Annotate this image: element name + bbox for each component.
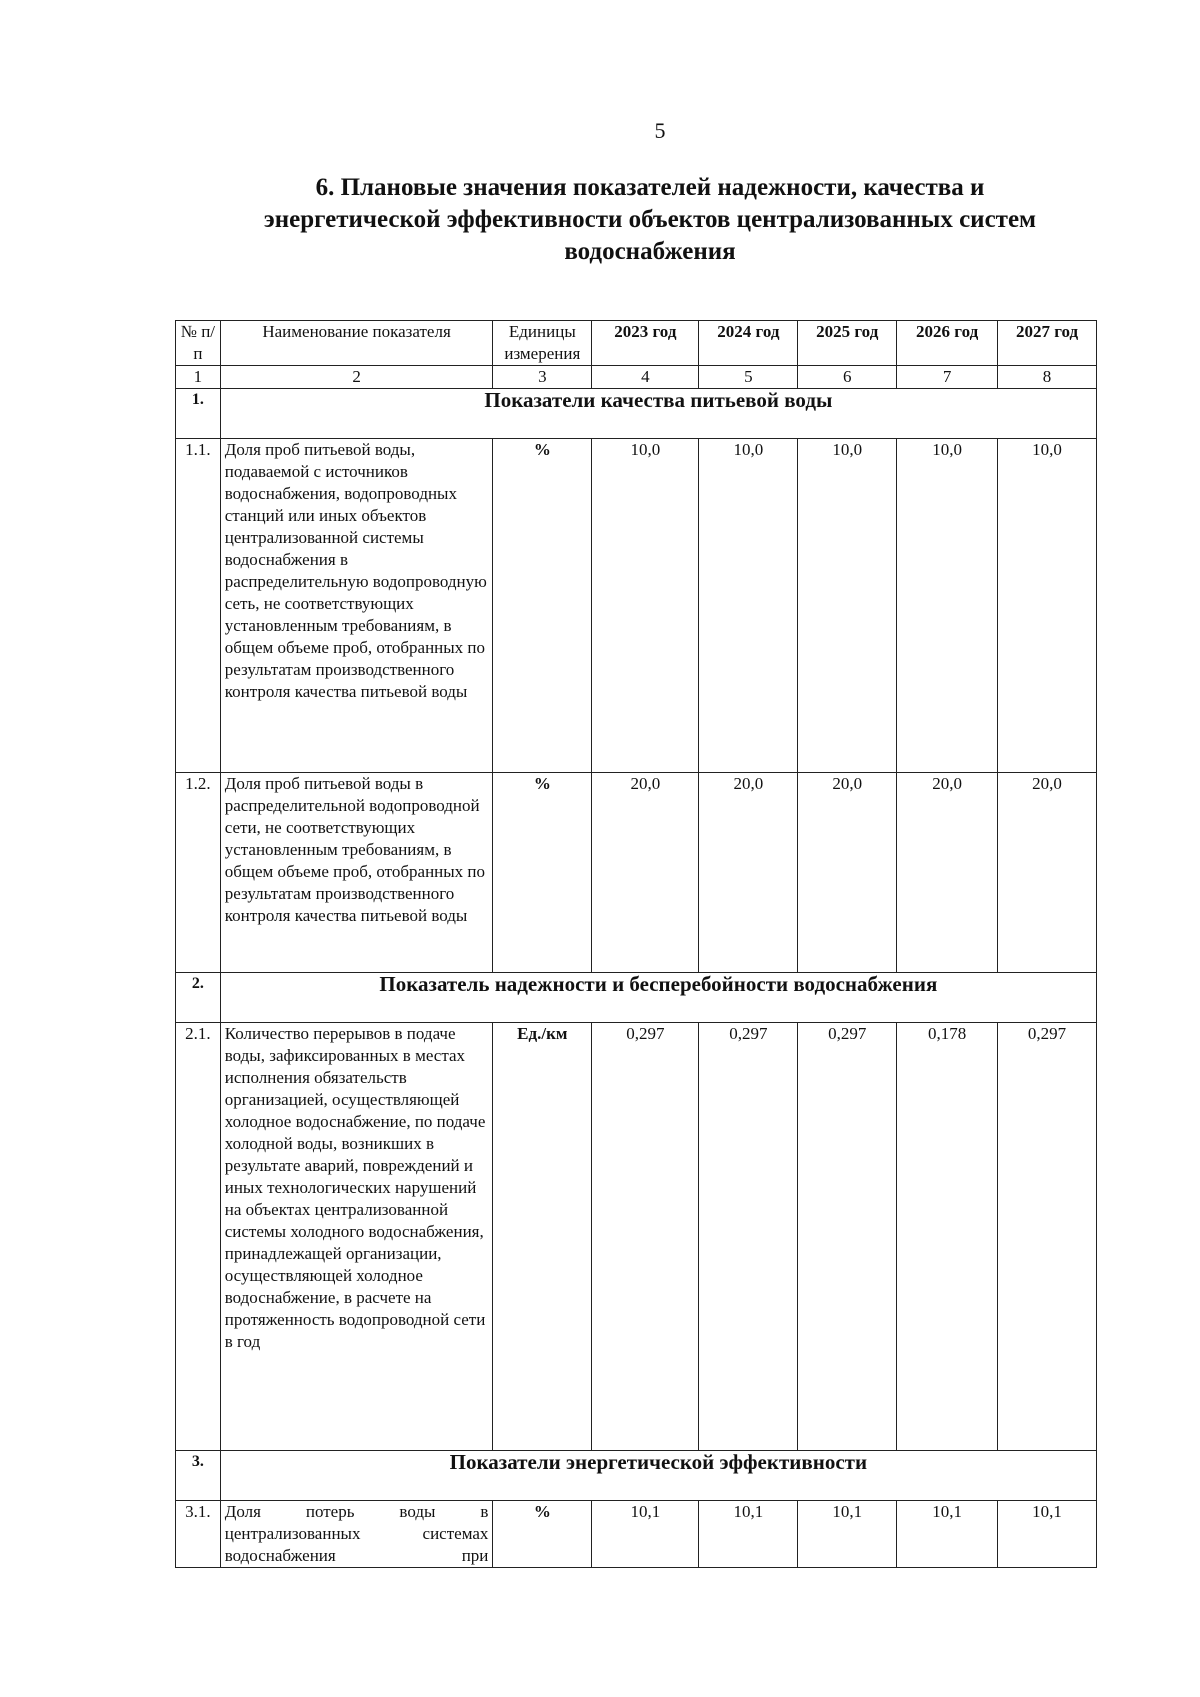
- value-cell: 10,1: [998, 1501, 1097, 1568]
- section-row: [176, 389, 1097, 439]
- header-unit: Единицы измерения: [493, 321, 592, 366]
- header-year: 2025 год: [798, 321, 897, 366]
- value-cell: 10,0: [699, 439, 798, 773]
- section-row: [176, 973, 1097, 1023]
- value-cell: 10,0: [897, 439, 998, 773]
- unit-cell: Ед./км: [493, 1023, 592, 1451]
- column-number: 4: [592, 366, 699, 389]
- indicator-name: Количество перерывов в подаче воды, зафиксированных в местах исполнения обязательств организацией, осуществляющей холодное водоснабжение, по подаче холодной воды, возникших в результате аварий, повреждений и иных технологических нарушений на объектах централизованной системы холодного водоснабжения, принадлежащей организации, осуществляющей холодное водоснабжение, в расчете на протяженность водопроводной сети в год: [220, 1023, 493, 1451]
- indicator-name-line: Доля потерь воды в: [224, 1502, 489, 1521]
- value-cell: 20,0: [998, 773, 1097, 973]
- indicator-name-line: централизованных системах: [224, 1524, 489, 1543]
- value-cell: 10,1: [798, 1501, 897, 1568]
- value-cell: 20,0: [897, 773, 998, 973]
- unit-cell: %: [493, 773, 592, 973]
- value-cell: 10,0: [798, 439, 897, 773]
- value-cell: 0,297: [592, 1023, 699, 1451]
- header-year: 2024 год: [699, 321, 798, 366]
- indicator-name: Доля проб питьевой воды, подаваемой с источников водоснабжения, водопроводных станций или иных объектов централизованной системы водоснабжения в распределительную водопроводную сеть, не соответствующих установленным требованиям, в общем объеме проб, отобранных по результатам производственного контроля качества питьевой воды: [220, 439, 493, 773]
- column-number: 6: [798, 366, 897, 389]
- header-year: 2023 год: [592, 321, 699, 366]
- column-number: 8: [998, 366, 1097, 389]
- row-number: 1.2.: [176, 773, 221, 973]
- column-number: 7: [897, 366, 998, 389]
- value-cell: 10,1: [592, 1501, 699, 1568]
- value-cell: 20,0: [592, 773, 699, 973]
- section-row: [176, 1451, 1097, 1501]
- page-number: 5: [654, 118, 666, 143]
- section-title: Показатели энергетической эффективности: [220, 1451, 1096, 1501]
- table-row: [176, 1023, 1097, 1451]
- section-number: 2.: [176, 973, 221, 1023]
- page-title: [180, 172, 1120, 268]
- title-line-2: энергетической эффективности объектов централизованных систем: [263, 206, 1037, 233]
- header-year: 2027 год: [998, 321, 1097, 366]
- table-row: [176, 439, 1097, 773]
- indicator-name: [220, 1501, 493, 1568]
- table-row: [176, 773, 1097, 973]
- column-number: 5: [699, 366, 798, 389]
- value-cell: 10,0: [998, 439, 1097, 773]
- unit-cell: %: [493, 1501, 592, 1568]
- indicator-name: Доля проб питьевой воды в распределительной водопроводной сети, не соответствующих установленным требованиям, в общем объеме проб, отобранных по результатам производственного контроля качества питьевой воды: [220, 773, 493, 973]
- indicator-name-line: водоснабжения при: [224, 1546, 489, 1565]
- value-cell: 0,297: [798, 1023, 897, 1451]
- unit-cell: %: [493, 439, 592, 773]
- value-cell: 20,0: [798, 773, 897, 973]
- value-cell: 0,297: [998, 1023, 1097, 1451]
- value-cell: 10,1: [897, 1501, 998, 1568]
- section-number: 3.: [176, 1451, 221, 1501]
- section-title: Показатель надежности и бесперебойности водоснабжения: [220, 973, 1096, 1023]
- row-number: 3.1.: [176, 1501, 221, 1568]
- table-header-row: [176, 321, 1097, 366]
- header-year: 2026 год: [897, 321, 998, 366]
- column-number: 2: [220, 366, 493, 389]
- section-title: Показатели качества питьевой воды: [220, 389, 1096, 439]
- indicators-table: [175, 320, 1097, 1568]
- value-cell: 0,178: [897, 1023, 998, 1451]
- section-number: 1.: [176, 389, 221, 439]
- column-number-row: [176, 366, 1097, 389]
- value-cell: 20,0: [699, 773, 798, 973]
- value-cell: 10,0: [592, 439, 699, 773]
- row-number: 2.1.: [176, 1023, 221, 1451]
- title-line-1: 6. Плановые значения показателей надежности, качества и: [315, 174, 985, 201]
- column-number: 1: [176, 366, 221, 389]
- header-name: Наименование показателя: [220, 321, 493, 366]
- header-num: № п/п: [176, 321, 221, 366]
- column-number: 3: [493, 366, 592, 389]
- table-row: [176, 1501, 1097, 1568]
- value-cell: 10,1: [699, 1501, 798, 1568]
- value-cell: 0,297: [699, 1023, 798, 1451]
- title-line-3: водоснабжения: [564, 238, 736, 265]
- row-number: 1.1.: [176, 439, 221, 773]
